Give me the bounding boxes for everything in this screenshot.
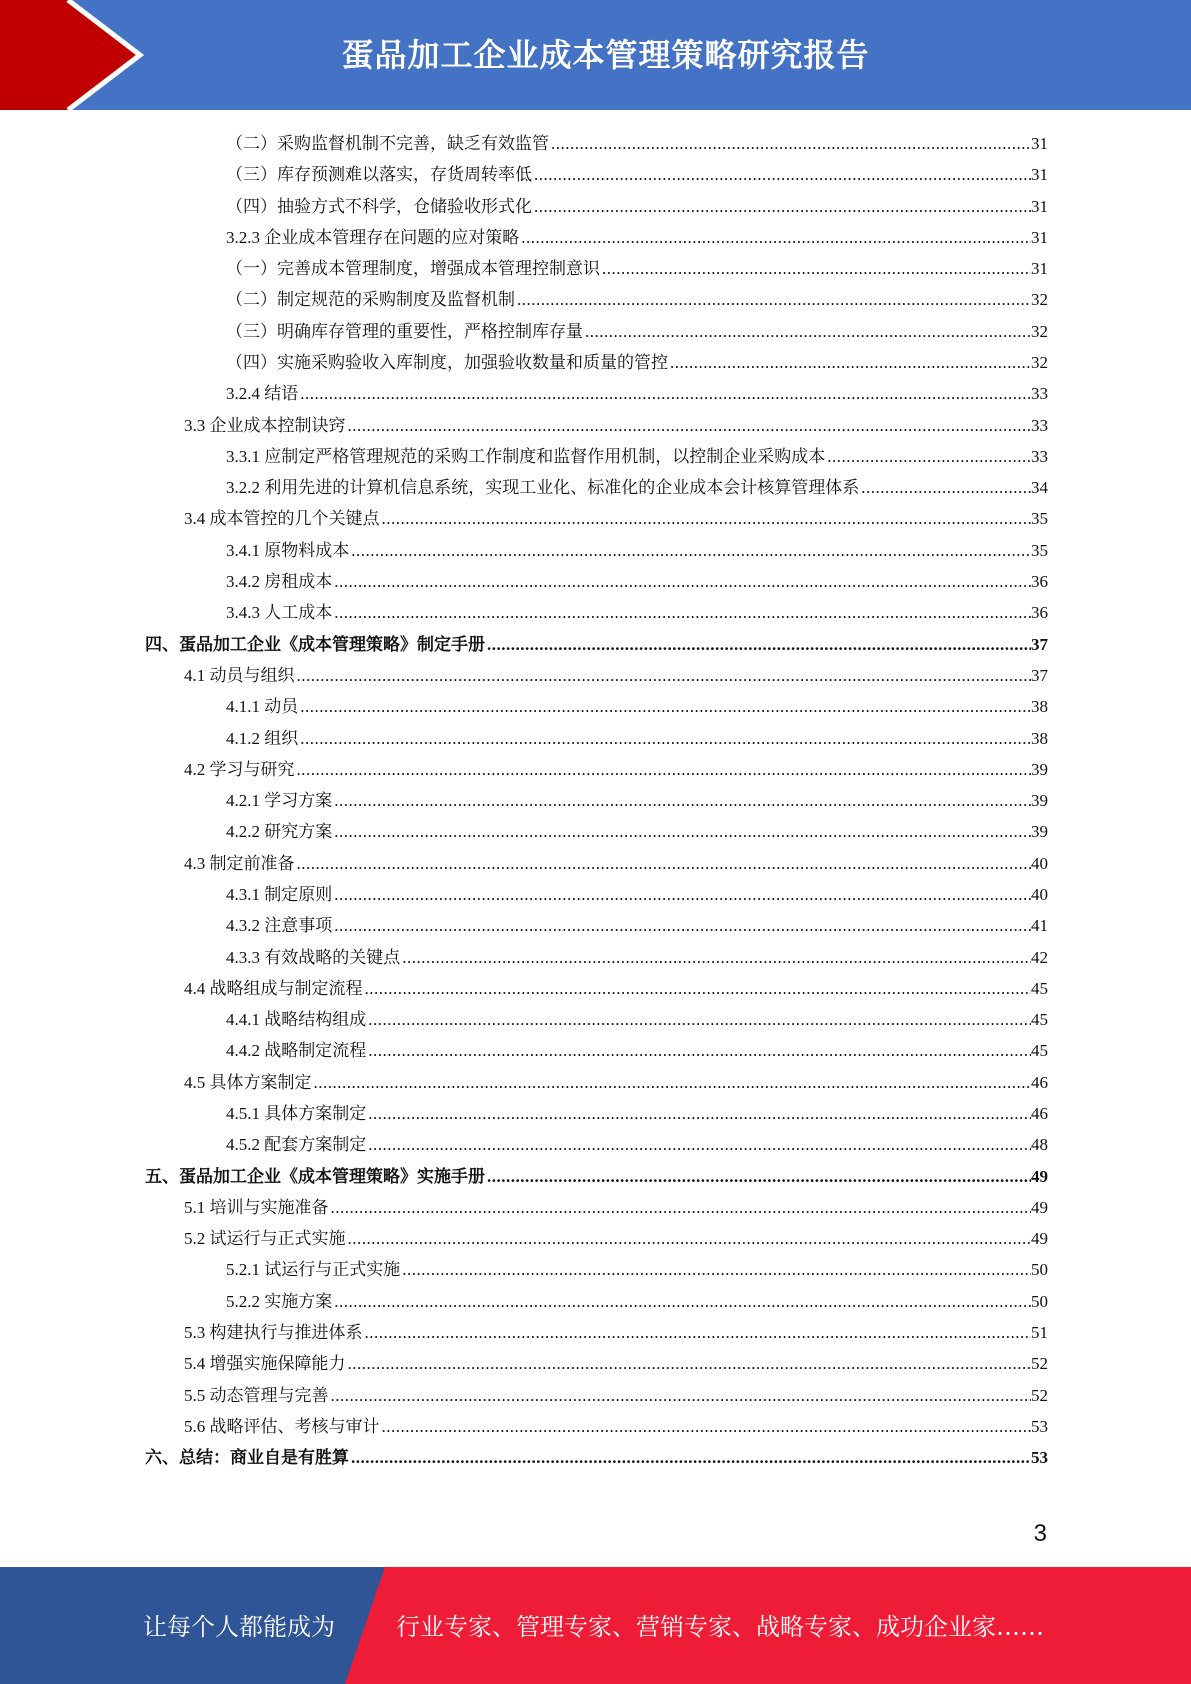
toc-entry-page: 39 (1031, 791, 1048, 811)
toc-entry-page: 36 (1031, 572, 1048, 592)
toc-leader-dots (297, 660, 1032, 691)
toc-leader-dots (521, 222, 1031, 253)
toc-entry-page: 35 (1031, 540, 1048, 560)
toc-entry-title: 4.3.1 制定原则 (226, 884, 333, 904)
toc-entry-title: 3.4.1 原物料成本 (226, 540, 350, 560)
toc-entry-title: 4.5.2 配套方案制定 (226, 1135, 367, 1155)
toc-entry[interactable] (184, 848, 1048, 879)
toc-entry-page: 49 (1031, 1229, 1048, 1249)
toc-entry-page: 33 (1031, 446, 1048, 466)
toc-entry[interactable] (184, 660, 1048, 691)
toc-entry-page: 49 (1031, 1197, 1048, 1217)
toc-leader-dots (334, 1286, 1031, 1317)
toc-entry-page: 42 (1031, 947, 1048, 967)
page-footer (0, 1567, 1191, 1684)
toc-entry-page: 45 (1031, 1041, 1048, 1061)
page-header (0, 0, 1191, 110)
toc-entry-title: 3.3 企业成本控制诀窍 (184, 415, 346, 435)
toc-entry[interactable] (226, 316, 1048, 347)
toc-leader-dots (368, 1035, 1031, 1066)
toc-entry-title: 5.1 培训与实施准备 (184, 1197, 329, 1217)
toc-entry-title: 5.4 增强实施保障能力 (184, 1354, 346, 1374)
toc-entry-title: 4.2 学习与研究 (184, 759, 295, 779)
toc-leader-dots (382, 503, 1032, 534)
toc-leader-dots (334, 910, 1031, 941)
toc-entry-page: 48 (1031, 1135, 1048, 1155)
toc-entry-title: 4.5.1 具体方案制定 (226, 1103, 367, 1123)
toc-leader-dots (517, 284, 1031, 315)
toc-entry-title: 3.4.2 房租成本 (226, 572, 333, 592)
toc-entry[interactable] (184, 1317, 1048, 1348)
toc-entry-title: 4.2.2 研究方案 (226, 822, 333, 842)
toc-entry-title: 四、蛋品加工企业《成本管理策略》制定手册 (145, 634, 485, 654)
toc-entry[interactable] (145, 1442, 1048, 1473)
toc-entry-page: 32 (1031, 290, 1048, 310)
toc-entry[interactable] (184, 1067, 1048, 1098)
toc-entry[interactable] (226, 1004, 1048, 1035)
toc-entry-page: 36 (1031, 603, 1048, 623)
toc-entry-title: 3.4 成本管控的几个关键点 (184, 509, 380, 529)
toc-entry-title: 3.2.3 企业成本管理存在问题的应对策略 (226, 227, 520, 247)
toc-entry[interactable] (226, 816, 1048, 847)
toc-entry[interactable] (226, 910, 1048, 941)
toc-entry[interactable] (226, 535, 1048, 566)
toc-entry-title: 5.3 构建执行与推进体系 (184, 1323, 363, 1343)
toc-leader-dots (351, 1442, 1031, 1473)
toc-entry[interactable] (184, 1348, 1048, 1379)
toc-entry-page: 51 (1031, 1323, 1048, 1343)
toc-leader-dots (348, 1348, 1032, 1379)
toc-entry-page: 35 (1031, 509, 1048, 529)
toc-leader-dots (585, 316, 1031, 347)
toc-entry-title: 4.1.1 动员 (226, 697, 299, 717)
toc-entry-title: （一）完善成本管理制度，增强成本管理控制意识 (226, 259, 600, 279)
toc-leader-dots (487, 1161, 1031, 1192)
toc-entry-page: 39 (1031, 759, 1048, 779)
toc-entry-title: 4.5 具体方案制定 (184, 1072, 312, 1092)
toc-entry[interactable] (184, 1380, 1048, 1411)
toc-entry-page: 31 (1031, 165, 1048, 185)
toc-entry-page: 50 (1031, 1260, 1048, 1280)
toc-entry-title: 4.4.1 战略结构组成 (226, 1010, 367, 1030)
toc-entry[interactable] (184, 754, 1048, 785)
toc-entry-page: 37 (1031, 665, 1048, 685)
toc-entry-page: 31 (1031, 227, 1048, 247)
toc-leader-dots (368, 1004, 1031, 1035)
toc-entry-page: 31 (1031, 196, 1048, 216)
toc-entry[interactable] (226, 284, 1048, 315)
toc-leader-dots (487, 629, 1031, 660)
toc-entry[interactable] (226, 723, 1048, 754)
toc-entry-page: 52 (1031, 1385, 1048, 1405)
toc-entry-title: 4.3.3 有效战略的关键点 (226, 947, 401, 967)
toc-entry[interactable] (226, 1286, 1048, 1317)
toc-entry-title: 4.1.2 组织 (226, 728, 299, 748)
toc-leader-dots (334, 879, 1031, 910)
footer-slogan-right: 行业专家、管理专家、营销专家、战略专家、成功企业家…… (396, 1613, 1044, 1641)
toc-entry-title: 3.2.2 利用先进的计算机信息系统，实现工业化、标准化的企业成本会计核算管理体系 (226, 478, 860, 498)
toc-leader-dots (300, 378, 1031, 409)
toc-entry[interactable] (226, 378, 1048, 409)
toc-entry-title: 5.6 战略评估、考核与审计 (184, 1416, 380, 1436)
toc-leader-dots (334, 597, 1031, 628)
toc-entry-page: 49 (1031, 1166, 1048, 1186)
toc-entry[interactable] (226, 785, 1048, 816)
toc-entry-title: 3.4.3 人工成本 (226, 603, 333, 623)
toc-entry-page: 37 (1031, 634, 1048, 654)
toc-leader-dots (551, 128, 1031, 159)
toc-entry-title: 4.4 战略组成与制定流程 (184, 978, 363, 998)
toc-entry-page: 31 (1031, 134, 1048, 153)
toc-entry[interactable] (226, 1129, 1048, 1160)
toc-entry[interactable] (226, 1098, 1048, 1129)
toc-leader-dots (827, 441, 1031, 472)
toc-leader-dots (297, 754, 1032, 785)
toc-entry[interactable] (184, 1192, 1048, 1223)
toc-entry[interactable] (184, 973, 1048, 1004)
toc-entry[interactable] (226, 597, 1048, 628)
toc-leader-dots (300, 691, 1031, 722)
toc-leader-dots (297, 848, 1032, 879)
toc-entry-title: 3.2.4 结语 (226, 384, 299, 404)
toc-entry[interactable] (226, 159, 1048, 190)
toc-entry[interactable] (145, 1161, 1048, 1192)
toc-leader-dots (365, 1317, 1032, 1348)
toc-entry[interactable] (184, 503, 1048, 534)
toc-entry-page: 32 (1031, 353, 1048, 373)
toc-leader-dots (348, 1223, 1032, 1254)
toc-leader-dots (348, 410, 1032, 441)
toc-leader-dots (602, 253, 1031, 284)
toc-leader-dots (331, 1380, 1032, 1411)
toc-entry-page: 31 (1031, 259, 1048, 279)
toc-leader-dots (331, 1192, 1032, 1223)
toc-entry-page: 32 (1031, 321, 1048, 341)
toc-entry-title: 五、蛋品加工企业《成本管理策略》实施手册 (145, 1166, 485, 1186)
toc-entry[interactable] (226, 691, 1048, 722)
toc-entry-page: 53 (1031, 1448, 1048, 1468)
toc-entry-title: 4.3.2 注意事项 (226, 916, 333, 936)
toc-leader-dots (534, 191, 1031, 222)
toc-entry-page: 50 (1031, 1291, 1048, 1311)
toc-leader-dots (314, 1067, 1032, 1098)
document-title: 蛋品加工企业成本管理策略研究报告 (341, 36, 870, 74)
toc-entry-page: 46 (1031, 1072, 1048, 1092)
toc-entry-page: 34 (1031, 478, 1048, 498)
toc-entry-title: 六、总结：商业自是有胜算 (145, 1448, 349, 1468)
toc-entry-title: 5.2 试运行与正式实施 (184, 1229, 346, 1249)
toc-entry[interactable] (226, 879, 1048, 910)
toc-entry[interactable] (226, 441, 1048, 472)
toc-entry[interactable] (184, 1411, 1048, 1442)
toc-entry-title: 5.5 动态管理与完善 (184, 1385, 329, 1405)
toc-leader-dots (334, 566, 1031, 597)
toc-entry-page: 40 (1031, 884, 1048, 904)
toc-entry-title: 5.2.2 实施方案 (226, 1291, 333, 1311)
toc-entry-page: 41 (1031, 916, 1048, 936)
toc-leader-dots (368, 1098, 1031, 1129)
toc-entry-page: 53 (1031, 1416, 1048, 1436)
toc-entry-title: （三）明确库存管理的重要性，严格控制库存量 (226, 321, 583, 341)
toc-leader-dots (402, 1254, 1031, 1285)
footer-slogan-left: 让每个人都能成为 (143, 1613, 335, 1641)
toc-leader-dots (368, 1129, 1031, 1160)
toc-entry-title: （二）制定规范的采购制度及监督机制 (226, 290, 515, 310)
toc-leader-dots (382, 1411, 1032, 1442)
toc-entry[interactable] (226, 942, 1048, 973)
toc-entry-page: 38 (1031, 697, 1048, 717)
toc-entry-page: 39 (1031, 822, 1048, 842)
toc-entry[interactable] (226, 222, 1048, 253)
toc-entry-title: 4.4.2 战略制定流程 (226, 1041, 367, 1061)
toc-leader-dots (351, 535, 1031, 566)
toc-entry-page: 45 (1031, 1010, 1048, 1030)
toc-leader-dots (402, 942, 1031, 973)
toc-entry-title: 5.2.1 试运行与正式实施 (226, 1260, 401, 1280)
toc-entry-title: （四）抽验方式不科学，仓储验收形式化 (226, 196, 532, 216)
page-number: 3 (1033, 1520, 1047, 1547)
toc-leader-dots (534, 159, 1031, 190)
toc-entry-page: 33 (1031, 384, 1048, 404)
toc-entry-title: 4.3 制定前准备 (184, 853, 295, 873)
toc-entry[interactable] (226, 191, 1048, 222)
toc-leader-dots (365, 973, 1032, 1004)
toc-leader-dots (861, 472, 1031, 503)
toc-entry[interactable] (226, 566, 1048, 597)
toc-entry-page: 38 (1031, 728, 1048, 748)
toc-entry-title: （二）采购监督机制不完善，缺乏有效监管 (226, 134, 549, 153)
toc-entry[interactable] (226, 128, 1048, 159)
toc-entry[interactable] (226, 253, 1048, 284)
toc-entry-title: 4.2.1 学习方案 (226, 791, 333, 811)
toc-entry[interactable] (184, 1223, 1048, 1254)
toc-leader-dots (334, 785, 1031, 816)
toc-entry-page: 46 (1031, 1103, 1048, 1123)
toc-leader-dots (300, 723, 1031, 754)
toc-entry[interactable] (184, 410, 1048, 441)
toc-leader-dots (670, 347, 1031, 378)
toc-entry-title: （三）库存预测难以落实，存货周转率低 (226, 165, 532, 185)
toc-entry-title: 3.3.1 应制定严格管理规范的采购工作制度和监督作用机制，以控制企业采购成本 (226, 446, 826, 466)
toc-entry[interactable] (226, 347, 1048, 378)
toc-entry-page: 33 (1031, 415, 1048, 435)
toc-entry[interactable] (226, 1035, 1048, 1066)
toc-entry[interactable] (145, 629, 1048, 660)
toc-entry[interactable] (226, 472, 1048, 503)
toc-entry-title: （四）实施采购验收入库制度，加强验收数量和质量的管控 (226, 353, 668, 373)
toc-leader-dots (334, 816, 1031, 847)
toc-entry-title: 4.1 动员与组织 (184, 665, 295, 685)
toc-entry-page: 45 (1031, 978, 1048, 998)
toc-entry-page: 52 (1031, 1354, 1048, 1374)
toc-entry-page: 40 (1031, 853, 1048, 873)
toc-entry[interactable] (226, 1254, 1048, 1285)
